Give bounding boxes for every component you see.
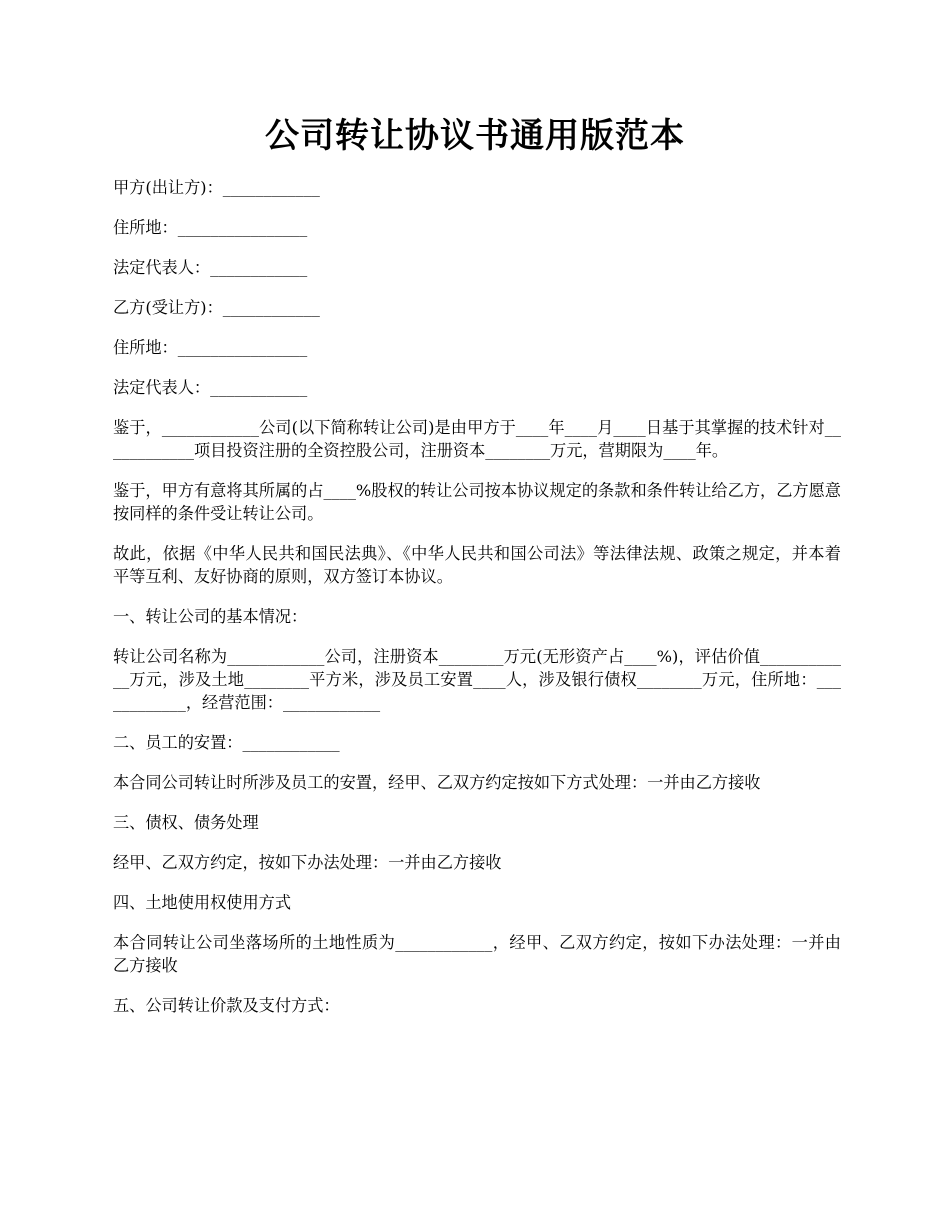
document-body (113, 176, 841, 1034)
party-a-representative-field: 法定代表人：____________ (113, 258, 308, 277)
recital-paragraph-3: 故此，依据《中华人民共和国民法典》、《中华人民共和国公司法》等法律法规、政策之规定，并本着平等互利、友好协商的原则，双方签订本协议。 (113, 544, 841, 586)
party-b-address-field: 住所地：________________ (113, 338, 308, 357)
section-heading-2: 二、员工的安置：____________ (113, 733, 340, 752)
section-2-paragraph: 本合同公司转让时所涉及员工的安置，经甲、乙双方约定按如下方式处理：一并由乙方接收 (113, 773, 761, 792)
party-a-field: 甲方(出让方)：____________ (113, 178, 320, 197)
section-heading-3: 三、债权、债务处理 (113, 813, 259, 832)
section-1-paragraph: 转让公司名称为____________公司，注册资本________万元(无形资产占____%)，评估价值____________万元，涉及土地________平方米，涉及员工安置____人，涉及银行债权________万元，住所地：____________，经营范围：____________ (113, 647, 841, 712)
section-heading-4: 四、土地使用权使用方式 (113, 893, 292, 912)
document-title: 公司转让协议书通用版范本 (265, 116, 685, 156)
section-4-paragraph: 本合同转让公司坐落场所的土地性质为____________，经甲、乙双方约定，按如下办法处理：一并由乙方接收 (113, 933, 841, 975)
section-heading-5: 五、公司转让价款及支付方式： (113, 996, 340, 1015)
section-3-paragraph: 经甲、乙双方约定，按如下办法处理：一并由乙方接收 (113, 853, 502, 872)
party-b-representative-field: 法定代表人：____________ (113, 378, 308, 397)
section-heading-1: 一、转让公司的基本情况： (113, 607, 308, 626)
recital-paragraph-1: 鉴于，____________公司(以下简称转让公司)是由甲方于____年____月____日基于其掌握的技术针对____________项目投资注册的全资控股公司，注册资本________万元，营期限为____年。 (113, 418, 841, 460)
party-b-field: 乙方(受让方)：____________ (113, 298, 320, 317)
recital-paragraph-2: 鉴于，甲方有意将其所属的占____%股权的转让公司按本协议规定的条款和条件转让给乙方，乙方愿意按同样的条件受让转让公司。 (113, 481, 841, 523)
party-a-address-field: 住所地：________________ (113, 218, 308, 237)
